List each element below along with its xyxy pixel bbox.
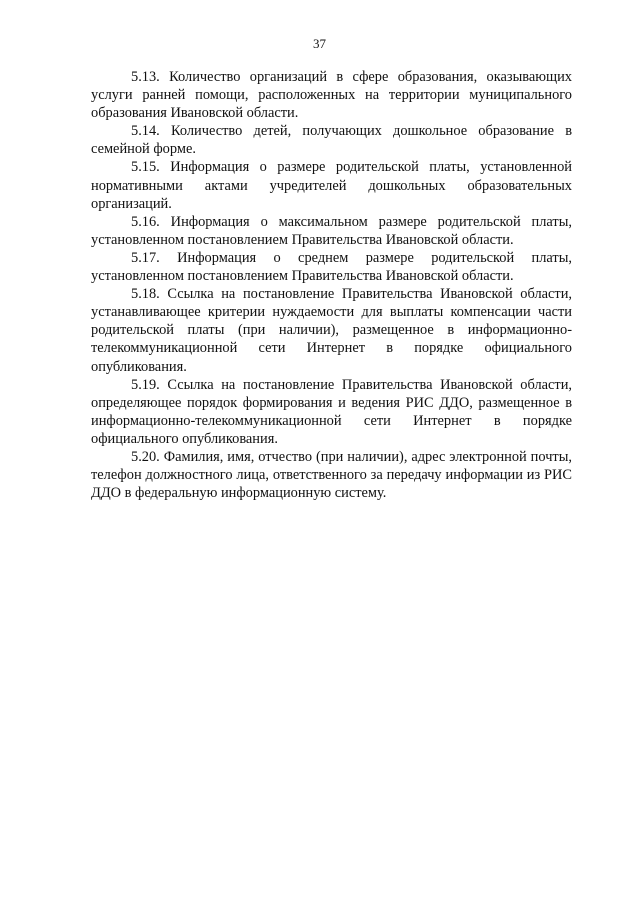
paragraph-5-19: 5.19. Ссылка на постановление Правительства Ивановской области, определяющее порядок формирования и ведения РИС ДДО, размещенное в информационно-телекоммуникационной сети Интернет в порядке официального опубликования.: [91, 376, 572, 447]
paragraph-5-17: 5.17. Информация о среднем размере родительской платы, установленном постановлением Правительства Ивановской области.: [91, 249, 572, 285]
paragraph-5-13: 5.13. Количество организаций в сфере образования, оказывающих услуги ранней помощи, расположенных на территории муниципального образования Ивановской области.: [91, 69, 572, 122]
paragraph-5-18: 5.18. Ссылка на постановление Правительства Ивановской области, устанавливающее критерии нуждаемости для выплаты компенсации части родительской платы (при наличии), размещенное в информационно-телекоммуникационной сети Интернет в порядке официального опубликования.: [91, 286, 572, 375]
paragraph-5-16: 5.16. Информация о максимальном размере родительской платы, установленном постановлением Правительства Ивановской области.: [91, 213, 572, 248]
paragraph-5-20: 5.20. Фамилия, имя, отчество (при наличии), адрес электронной почты, телефон должностного лица, ответственного за передачу информации из РИС ДДО в федеральную информационную систему.: [91, 448, 572, 502]
page-number: 37: [313, 36, 326, 51]
document-body: [91, 68, 572, 502]
paragraph-5-15: 5.15. Информация о размере родительской платы, установленной нормативными актами учредителей дошкольных образовательных организаций.: [91, 159, 572, 212]
paragraph-5-14: 5.14. Количество детей, получающих дошкольное образование в семейной форме.: [91, 123, 572, 158]
